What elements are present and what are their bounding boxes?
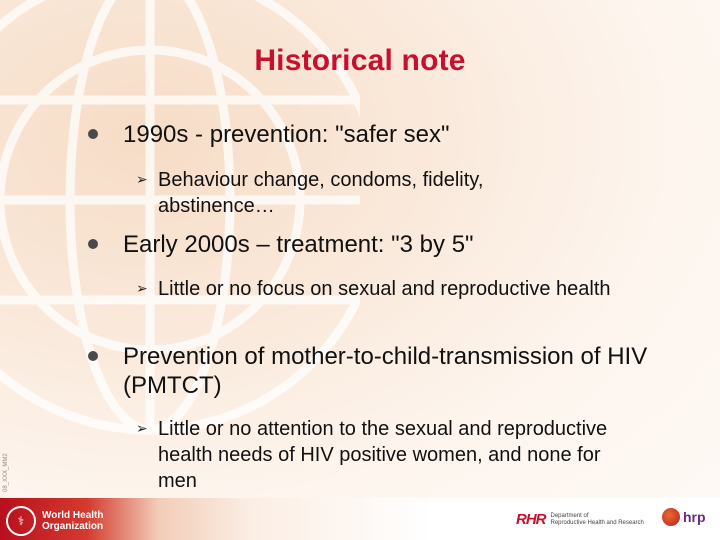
bullet-dot-icon: [88, 351, 98, 361]
sub-bullet-3: [136, 416, 608, 494]
rhr-line-2: Reproductive Health and Research: [550, 519, 644, 526]
rhr-line-1: Department of: [550, 512, 589, 519]
bullet-2: [88, 230, 474, 259]
sub-bullet-3-text: Little or no attention to the sexual and reproductive health needs of HIV positive women, and none for men: [158, 418, 608, 492]
bullet-1-text: 1990s - prevention: "safer sex": [123, 121, 450, 148]
sub-bullet-1: [136, 167, 598, 219]
bullet-1: [88, 120, 450, 149]
rhr-logo: [516, 511, 644, 528]
hrp-label: hrp: [683, 509, 706, 525]
arrow-bullet-icon: ➢: [136, 171, 148, 187]
who-line-2: Organization: [42, 521, 104, 532]
sub-bullet-2-text: Little or no focus on sexual and reproductive health: [158, 278, 611, 300]
hrp-logo: [662, 508, 706, 526]
bullet-dot-icon: [88, 239, 98, 249]
who-logo: [6, 506, 103, 536]
bullet-3-text: Prevention of mother-to-child-transmission of HIV (PMTCT): [123, 343, 648, 399]
hrp-mark-icon: [662, 508, 680, 526]
sub-bullet-1-text: Behaviour change, condoms, fidelity, abstinence…: [158, 169, 484, 217]
bullet-dot-icon: [88, 129, 98, 139]
slide-title: Historical note: [254, 44, 466, 77]
bullet-3: [88, 342, 698, 400]
arrow-bullet-icon: ➢: [136, 420, 148, 436]
sub-bullet-2: [136, 276, 648, 302]
who-line-1: World Health: [42, 510, 104, 521]
who-emblem-icon: ⚕: [6, 506, 36, 536]
arrow-bullet-icon: ➢: [136, 280, 148, 296]
bullet-2-text: Early 2000s – treatment: "3 by 5": [123, 231, 474, 258]
rhr-logo-mark: RHR: [516, 511, 546, 528]
side-code: 08_XXX_MM2: [3, 453, 9, 492]
